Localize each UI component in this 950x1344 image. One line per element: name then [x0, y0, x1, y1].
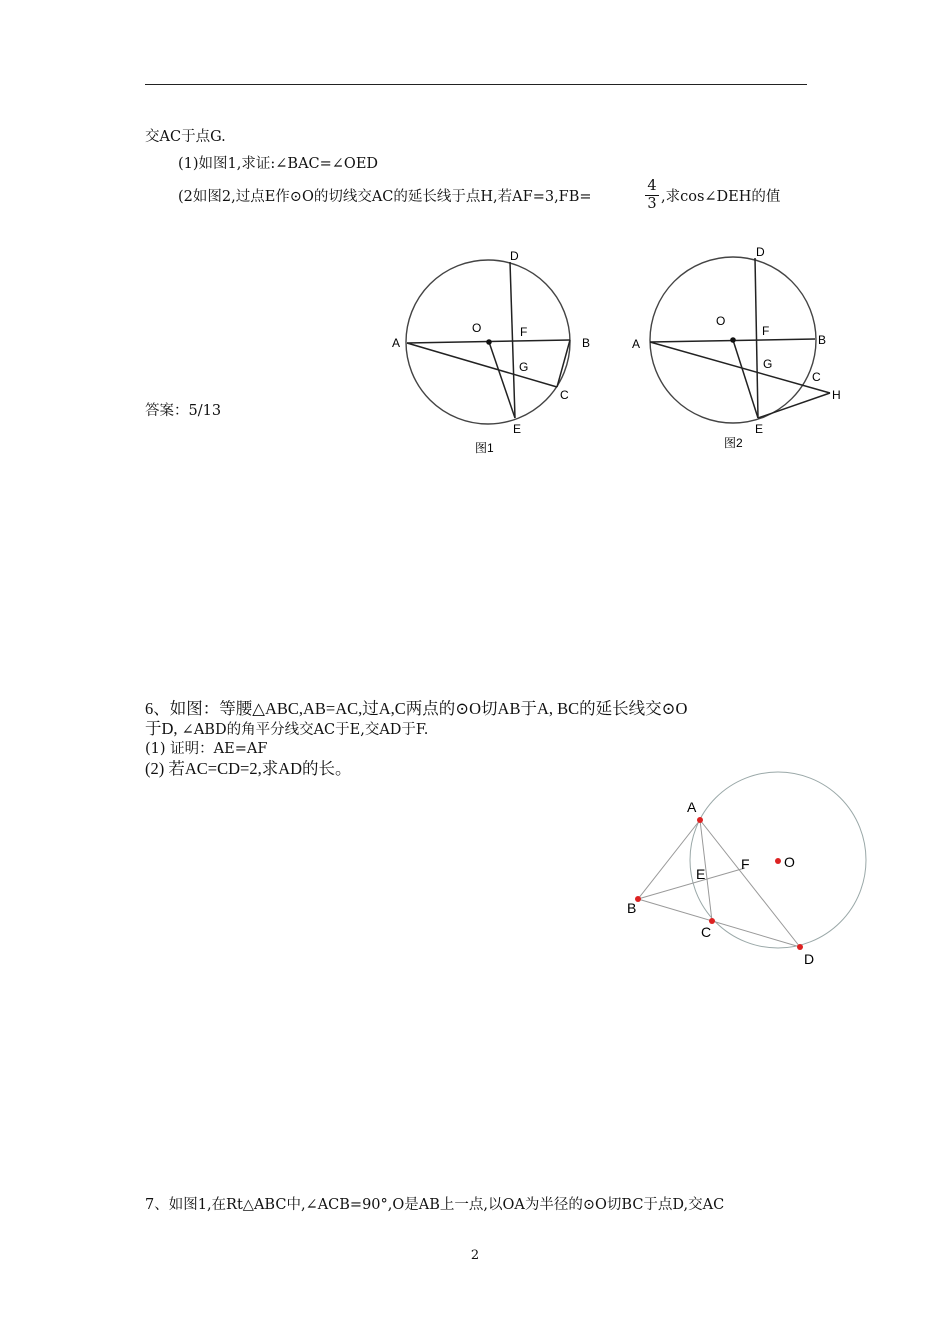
figure-problem6 — [615, 765, 885, 975]
p5-frac-numerator: 4 — [645, 178, 659, 196]
p6-label-c: C — [701, 924, 712, 940]
fig2-center-point — [730, 337, 736, 343]
fig2-label-o: O — [716, 314, 726, 328]
p6-line2 — [145, 720, 428, 739]
fig1-line-bc — [557, 340, 570, 387]
p6-line-bd — [638, 899, 800, 947]
p6-part2: (2) 若AC=CD=2,求AD的长。 — [145, 759, 352, 778]
fig1-center-point — [486, 339, 492, 345]
p6-part1: (1) 证明：AE=AF — [145, 741, 268, 757]
fig1-label-o: O — [472, 321, 482, 335]
fig2-caption: 图2 — [724, 436, 743, 450]
fig2-label-e: E — [755, 422, 764, 436]
p5-answer: 答案：5/13 — [145, 403, 222, 419]
fig1-line-de — [510, 262, 515, 418]
fig1-label-e: E — [513, 422, 522, 436]
p6-point-a — [697, 817, 703, 823]
fig2-label-a: A — [632, 337, 641, 351]
p6-line-ab — [638, 820, 700, 899]
p6-label-f: F — [741, 856, 750, 872]
fig2-label-b: B — [818, 333, 827, 347]
p6-point-o — [775, 858, 781, 864]
fig2-label-h: H — [832, 388, 841, 402]
p6-point-d — [797, 944, 803, 950]
fig1-line-ac — [407, 343, 557, 387]
p6-line2-b: ∠ABD的角平分线交AC于E,交AD于F. — [181, 722, 429, 738]
p6-label-o: O — [784, 854, 795, 870]
figure-2 — [620, 240, 860, 460]
page-number: 2 — [470, 1248, 480, 1263]
header-rule — [145, 84, 807, 85]
fig1-label-b: B — [582, 336, 591, 350]
fig2-label-d: D — [756, 245, 765, 259]
p6-bisector-bf — [638, 868, 745, 899]
p6-label-e: E — [696, 866, 706, 882]
p6-line2-a: 于D, — [145, 719, 182, 738]
p6-label-b: B — [627, 900, 637, 916]
p5-part1: (1)如图1,求证:∠BAC=∠OED — [178, 156, 379, 172]
p5-part2-post: ,求cos∠DEH的值 — [661, 189, 781, 205]
p6-label-d: D — [804, 951, 815, 967]
fig2-label-c: C — [812, 370, 821, 384]
p5-line1: 交AC于点G. — [145, 129, 226, 145]
fig2-label-g: G — [763, 357, 773, 371]
p5-part2-pre: (2如图2,过点E作⊙O的切线交AC的延长线于点H,若AF=3,FB= — [178, 189, 592, 205]
p6-line1: 6、如图：等腰△ABC,AB=AC,过A,C两点的⊙O切AB于A, BC的延长线交⊙O — [145, 699, 688, 718]
fig2-line-ah — [650, 342, 830, 393]
fig1-line-oe — [489, 342, 515, 418]
p6-label-a: A — [687, 799, 697, 815]
fig1-label-a: A — [392, 336, 401, 350]
p6-line-ad — [700, 820, 800, 947]
fig2-label-f: F — [762, 324, 770, 338]
fig1-label-g: G — [519, 360, 529, 374]
figure-1 — [380, 240, 610, 460]
p5-frac-denominator: 3 — [647, 196, 657, 212]
p7-line1: 7、如图1,在Rt△ABC中,∠ACB=90°,O是AB上一点,以OA为半径的⊙O切BC于点D,交AC — [145, 1197, 725, 1213]
fig2-line-oe — [733, 340, 758, 418]
fig1-label-f: F — [520, 325, 528, 339]
fig1-caption: 图1 — [475, 441, 494, 455]
fig1-label-d: D — [510, 249, 519, 263]
fig1-label-c: C — [560, 388, 569, 402]
p5-fraction — [645, 178, 659, 213]
fig2-line-de — [755, 258, 758, 418]
